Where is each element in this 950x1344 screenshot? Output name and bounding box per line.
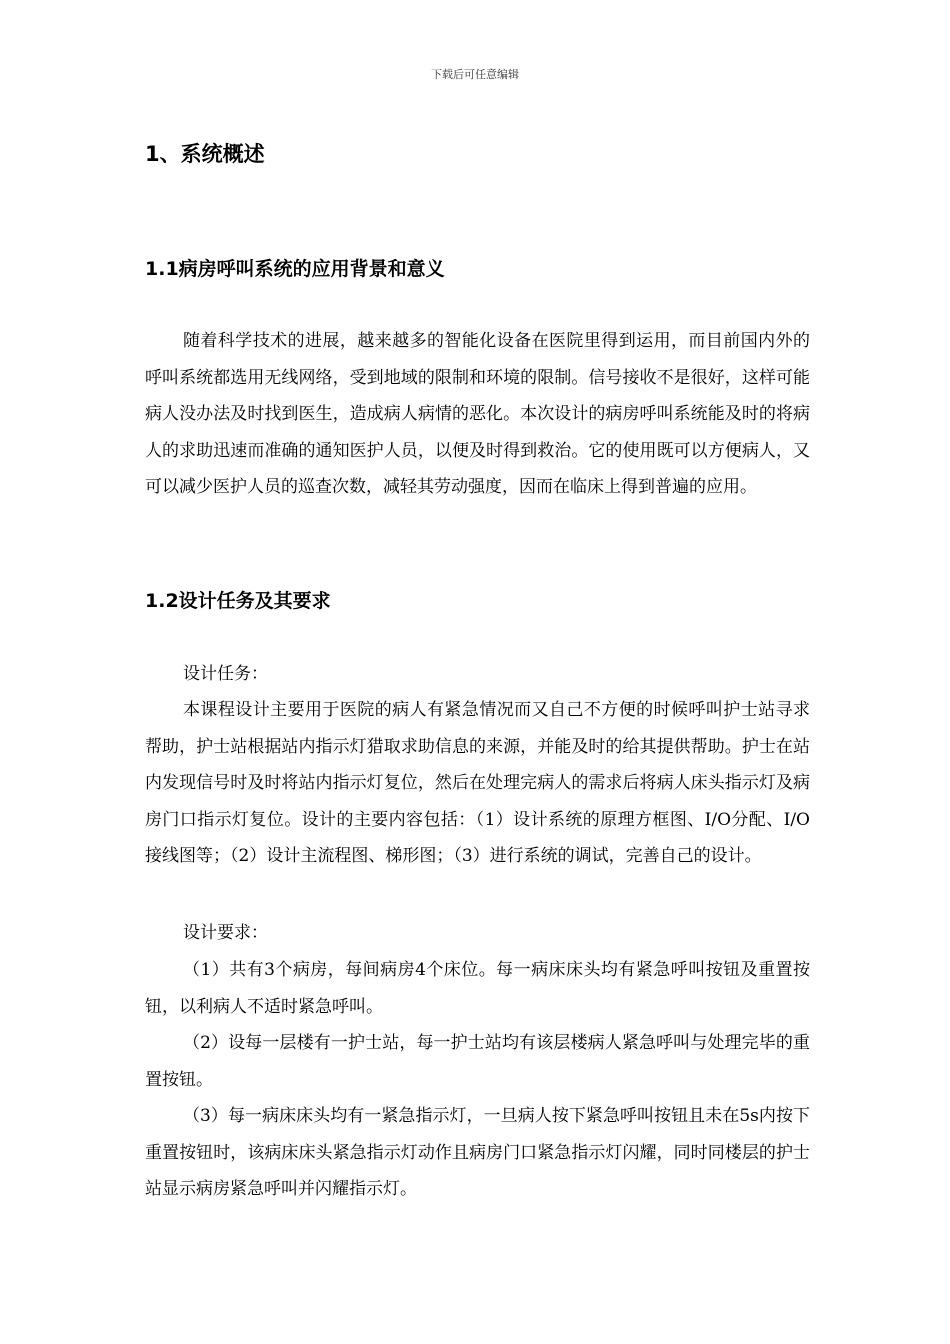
requirement-item-1: （1）共有3个病房，每间病房4个床位。每一病床床头均有紧急呼叫按钮及重置按钮，以利病人不适时紧急呼叫。	[145, 960, 810, 1017]
requirement-item-2: （2）设每一层楼有一护士站，每一护士站均有该层楼病人紧急呼叫与处理完毕的重置按钮。	[145, 1033, 810, 1090]
section-heading-1-2: 1.2设计任务及其要求	[145, 590, 331, 612]
background-paragraph: 随着科学技术的进展，越来越多的智能化设备在医院里得到运用，而目前国内外的呼叫系统都选用无线网络，受到地域的限制和环境的限制。信号接收不是很好，这样可能病人没办法及时找到医生，造成病人病情的恶化。本次设计的病房呼叫系统能及时的将病人的求助迅速而准确的通知医护人员，以便及时得到救治。它的使用既可以方便病人，又可以减少医护人员的巡查次数，减轻其劳动强度，因而在临床上得到普遍的应用。	[145, 331, 810, 497]
task-label: 设计任务：	[183, 664, 268, 684]
section-heading-1-1: 1.1病房呼叫系统的应用背景和意义	[145, 258, 445, 280]
header-note: 下载后可任意编辑	[431, 68, 519, 81]
requirement-label: 设计要求：	[183, 923, 268, 943]
task-paragraph: 本课程设计主要用于医院的病人有紧急情况而又自己不方便的时候呼叫护士站寻求帮助，护士站根据站内指示灯猎取求助信息的来源，并能及时的给其提供帮助。护士在站内发现信号时及时将站内指示灯复位，然后在处理完病人的需求后将病人床头指示灯及病房门口指示灯复位。设计的主要内容包括：（1）设计系统的原理方框图、I/O分配、I/O接线图等；（2）设计主流程图、梯形图；（3）进行系统的调试，完善自己的设计。	[145, 700, 810, 866]
requirement-item-3: （3）每一病床床头均有一紧急指示灯，一旦病人按下紧急呼叫按钮且未在5s内按下重置按钮时，该病床床头紧急指示灯动作且病房门口紧急指示灯闪耀，同时同楼层的护士站显示病房紧急呼叫并闪耀指示灯。	[145, 1106, 810, 1199]
section-title: 1、系统概述	[145, 142, 265, 166]
